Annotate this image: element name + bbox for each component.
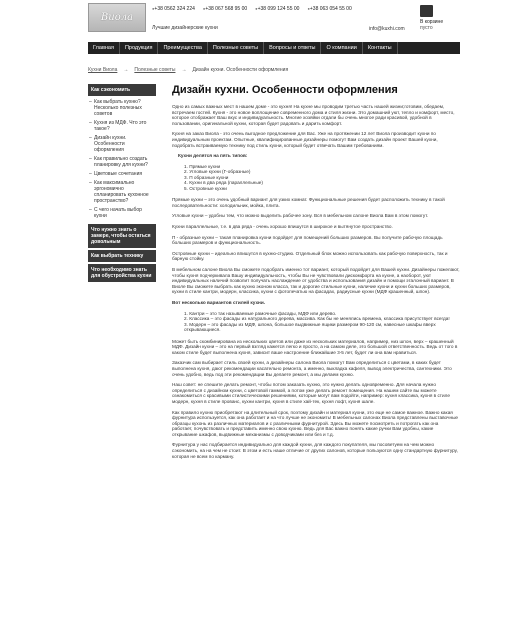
breadcrumb-separator: → <box>181 67 187 73</box>
cart-icon[interactable] <box>420 5 433 17</box>
article-paragraph: П - образные кухни – такая планировка кухни подойдет для помещений больших размеров. Вы получите рабочую площадь больших размеров и функциональность. <box>172 234 443 246</box>
list-item: 3. П образные кухни <box>184 174 229 180</box>
phone-3: ● +38 099 124 55 00 <box>255 6 299 12</box>
article-paragraph: Фурнитура у нас подбирается индивидуально для каждой кухни, для каждого покупателя, мы посоветуем на чем можно сэкономить, на на чем не стоит. В этом и есть наше отличие от других салонов, которые пользуются одну стандартную фурнитуру, которая не всем по карману. <box>172 442 458 459</box>
styles-heading: Вот несколько вариантов стилей кухни. <box>172 299 266 305</box>
article-paragraph: Островные кухни – идеально впишутся в кухню-студию. Отдельный блок можно использовать как рабочую поверхность, так и барную стойку. <box>172 250 448 262</box>
sidebar-section-measure[interactable]: Что нужно знать о замере, чтобы остаться довольным <box>88 224 156 248</box>
breadcrumb-current: Дизайн кухни. Особенности оформления <box>192 67 289 73</box>
article-paragraph: Наш совет: не спешите делать ремонт, чтобы потом заказать кухню, это нужно делать одновременно. Для начала нужно определиться с дизайном кухни, с цветовой гаммой, а потом уже делать ремонт помещения. На нашем сайте вы можете ознакомиться с красивыми стилистическими решениями, которые могут вам подойти, например: кухня классика, кухня в стиле модерн, кухня в стиле прованс, кухни кантри, кухня в стиле хай-тек, кухня лофт, кухня шале. <box>172 382 450 404</box>
phone-1: ● +38 0562 324 224 <box>152 6 195 12</box>
sidebar-section-appliances[interactable]: Как выбрать технику <box>88 250 156 262</box>
sidebar-item[interactable]: – С чего начать выбор кухни <box>88 206 156 221</box>
article-paragraph: Одно из самых важных мест в нашем доме - это кухня! На кухне мы проводим третью часть нашей жизни;готовим, обедаем, встречаем гостей. Кухня - это новое воплощение современного дома и стиля жизни. Это домашний уют, тепло и комфорт, место, которое отображает Ваш вкус и индивидуальность. Многие хозяйки отдали бы очень многое ради красивой, удобной в пользовании, оригинальной кухни, которая будет радовать и дарить комфорт. <box>172 104 455 126</box>
sidebar-item[interactable]: – Кухня из МДФ. Что это такое? <box>88 119 156 134</box>
list-item: 1. Кантри – это так называемые рамочные фасады, МДФ или дерево. <box>184 310 337 316</box>
list-item: 5. Островные кухни <box>184 185 227 191</box>
nav-about[interactable]: О компании <box>321 42 362 54</box>
sidebar-item[interactable]: – Дизайн кухни. Особенности оформления <box>88 134 156 155</box>
cart-widget[interactable] <box>420 5 460 31</box>
nav-home[interactable]: Главная <box>88 42 120 54</box>
article-paragraph: Может быть скомбинирована из нескольких цветов или даже из нескольких материалов, например, низ шпон, верх – крашенный МДФ. Дизайн кухни – это на первый взгляд кажется легко и просто, а на самом деле, это большой ответственность. Ведь от того в каком стиле будет выполнена кухня, зависит ваше настроение ближайшие 3-5 лет, будет ли она вам нравиться. <box>172 338 458 355</box>
page-title: Дизайн кухни. Особенности оформления <box>172 84 398 96</box>
nav-faq[interactable]: Вопросы и ответы <box>264 42 321 54</box>
types-list <box>184 164 460 192</box>
list-item: 3. Модерн – это фасады из МДФ, шпона, большое выдвижные ящики размером 90-120 см, навесные шкафы вверх открывающиеся. <box>184 321 436 333</box>
breadcrumb <box>88 67 288 73</box>
article-paragraph: В мебельном салоне Виола Вы сможете подобрать именно тот вариант, который подойдет для Вашей кухни. Дизайнеры пожелают, чтобы кухня подчеркивала Вашу индивидуальность, чтобы Вы не чувствовали дискомфорта на кухне, а наоборот, уют индивидуальных наличий позволит получать наслаждение от удобства и использования дизайн и помощи эталонный вариант. В Виоле Вы сможете выбрать как кухню эконом класса, так и дорогие стильные кухни, наличие кухни и кухни больших размеров, кухни в стиле кантри, модерн, классика, кухни с фотопечатью на фасадах, радиусные кухни (МДФ крашенный, шпон). <box>172 267 460 295</box>
types-heading: Кухни делятся на пять типов: <box>178 153 248 159</box>
sidebar-item[interactable]: – Как выбрать кухню? Несколько полезных советов <box>88 98 156 119</box>
cart-label: В корзине <box>420 19 444 25</box>
article-paragraph: Прямые кухни – это очень удобный вариант для узких комнат. Функциональные решения будет расположить технику в такой последовательности: холодильник, мойка, плита. <box>172 197 445 208</box>
sidebar-item[interactable]: – Как максимально эргономично спланировать кухонное пространство? <box>88 179 156 206</box>
cart-status: пусто <box>420 25 433 31</box>
sidebar-section-save[interactable]: Как сэкономить <box>88 84 156 96</box>
sidebar-item[interactable]: – Цветовые сочетания <box>88 170 156 179</box>
article-paragraph: Угловые кухни – удобны тем, что можно выделить рабочее зону. Вся в мебельном салоне Виола Вам в этом помогут. <box>172 213 429 219</box>
sidebar-item[interactable]: – Как правильно создать планировку для кухни? <box>88 155 156 170</box>
article-paragraph: Кухни параллельные, т.е. в два ряда - очень хорошо впишутся в широкое и вытянутое пространство. <box>172 224 393 230</box>
email-link[interactable]: info@kuxhi.com <box>369 26 405 32</box>
logo-text: Виола <box>100 12 134 23</box>
list-item: 2. Угловые кухни (Г-образные) <box>184 169 251 175</box>
main-nav <box>88 42 460 54</box>
breadcrumb-home[interactable]: Кухни Виола <box>88 67 118 73</box>
site-logo[interactable] <box>88 3 146 32</box>
sidebar-section-arrangement[interactable]: Что необходимо знать для обустройства кухни <box>88 264 156 282</box>
list-item: 1. Прямые кухни <box>184 163 221 169</box>
article <box>172 84 460 464</box>
styles-list <box>184 311 460 333</box>
slogan: Лучшие дизайнерские кухни <box>152 25 218 31</box>
article-paragraph: Как правило кухню приобретают на длительный срок, поэтому дизайн и материал кухни, это еще не самое важное. Важно какая фурнитура используется, как она работает и на что лучше не экономить! В мебельных салонах Виола представлены выставочные образцы кухонь из различных материалов и с различными фурнитурой. Здесь Вы можете посмотреть и потрогать как она работает, почувствовать и представить именно свою кухню. Ведь для Вас важно понять какие ручки Вам удобны, какие открывание шкафов, выдвижные механизмы с доводчиками или без и т.д. <box>172 409 459 437</box>
nav-contacts[interactable]: Контакты <box>363 42 398 54</box>
article-paragraph: Заказчик сам выбирает стиль своей кухни, а дизайнеры салона Виола помогут Вам определиться с цветами, в каких будет выполнена кухня, дают рекомендации касательно ремонта, а именно, выкладка кафеля, вывод электричества, сантехники. Это очень удобно, ведь под эти рекомендации Вы делаете ремонт, а мы делаем кухню. <box>172 360 452 377</box>
nav-tips[interactable]: Полезные советы <box>208 42 264 54</box>
sidebar <box>88 84 156 284</box>
list-item: 4. Кухни в два ряда (параллельные) <box>184 180 263 186</box>
phone-2: ● +38 067 568 95 00 <box>203 6 247 12</box>
list-item: 2. Классика – это фасады из натурального дерева, массива. Как бы не менялись времена, классика присутствует всегда! <box>184 316 450 322</box>
phone-list <box>152 6 352 12</box>
phone-4: ● +38 063 054 55 00 <box>307 6 351 12</box>
nav-products[interactable]: Продукция <box>120 42 159 54</box>
breadcrumb-tips[interactable]: Полезные советы <box>134 67 176 73</box>
nav-advantages[interactable]: Преимущества <box>158 42 207 54</box>
site-header <box>0 0 530 40</box>
article-paragraph: Кухня на заказ Виола - это очень выгодное предложение для Вас. Уже на протяжении 12 лет Виола производит кухни по индивидуальным проектам. Опытные, квалифицированные дизайнеры помогут Вам создать дизайн проект Вашей кухни, подобрать встраиваемую технику под стиль кухни, который будет отвечать Вашим требованиям. <box>172 131 438 148</box>
breadcrumb-separator: → <box>123 67 129 73</box>
